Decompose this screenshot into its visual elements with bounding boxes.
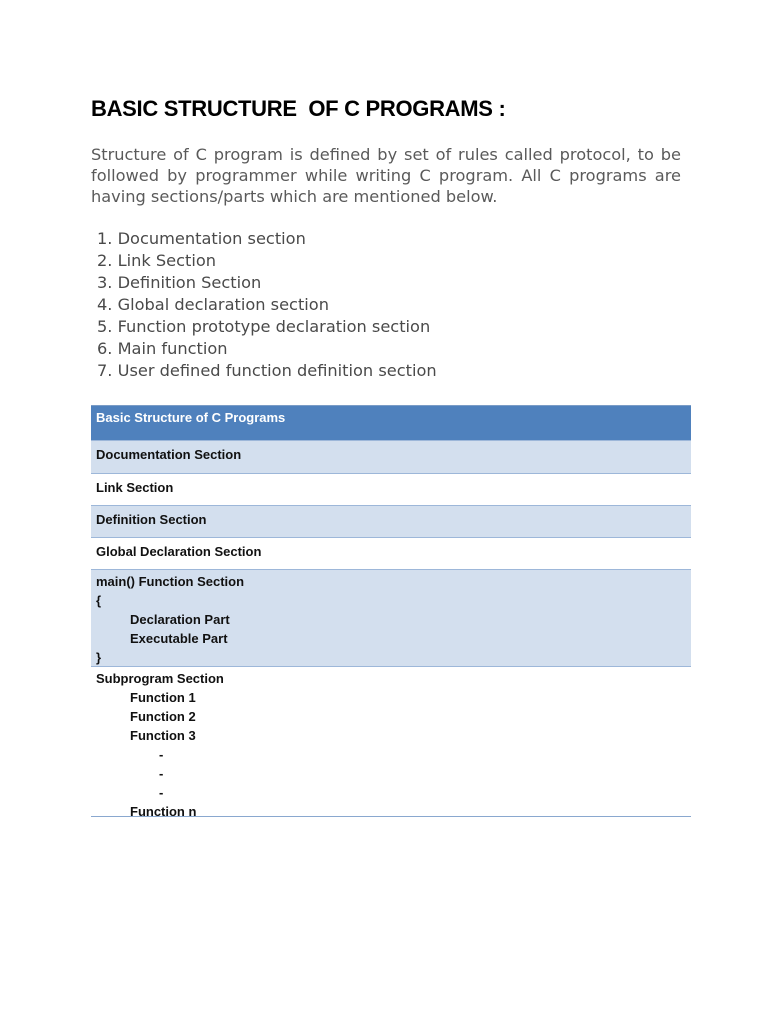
definition-section-label: Definition Section	[96, 512, 207, 527]
link-section-label: Link Section	[96, 480, 174, 495]
table-header-row	[91, 406, 691, 441]
structure-table	[91, 405, 691, 817]
ellipsis-dash: -	[159, 785, 164, 800]
list-item: 7. User defined function definition section	[97, 361, 437, 380]
ellipsis-dash: -	[159, 766, 164, 781]
function-1-label: Function 1	[130, 690, 196, 705]
open-brace: {	[96, 593, 102, 608]
list-item: 6. Main function	[97, 339, 228, 358]
main-function-heading: main() Function Section	[96, 574, 245, 589]
sections-list	[97, 228, 437, 382]
table-row-definition	[91, 506, 691, 538]
function-2-label: Function 2	[130, 709, 196, 724]
page-title: BASIC STRUCTURE OF C PROGRAMS :	[91, 96, 506, 121]
documentation-section-label: Documentation Section	[96, 447, 242, 462]
list-item: 4. Global declaration section	[97, 295, 329, 314]
list-item: 2. Link Section	[97, 251, 217, 270]
table-row-subprogram	[91, 667, 691, 819]
intro-paragraph: Structure of C program is defined by set of rules called protocol, to be followed by programmer while writing C program. All C programs are having sections/parts which are mentioned below.	[91, 145, 681, 206]
function-n-label: Function n	[130, 804, 197, 819]
ellipsis-dash: -	[159, 747, 164, 762]
table-row-main-function	[91, 570, 691, 667]
table-header-label: Basic Structure of C Programs	[96, 410, 286, 425]
list-item: 5. Function prototype declaration section	[97, 317, 431, 336]
close-brace: }	[96, 650, 102, 665]
table-row-documentation	[91, 441, 691, 474]
list-item: 3. Definition Section	[97, 273, 262, 292]
list-item: 1. Documentation section	[97, 229, 306, 248]
table-row-global	[91, 538, 691, 570]
table-row-link	[91, 474, 691, 506]
executable-part-label: Executable Part	[130, 631, 228, 646]
declaration-part-label: Declaration Part	[130, 612, 230, 627]
function-3-label: Function 3	[130, 728, 196, 743]
subprogram-heading: Subprogram Section	[96, 671, 224, 686]
global-declaration-label: Global Declaration Section	[96, 544, 262, 559]
